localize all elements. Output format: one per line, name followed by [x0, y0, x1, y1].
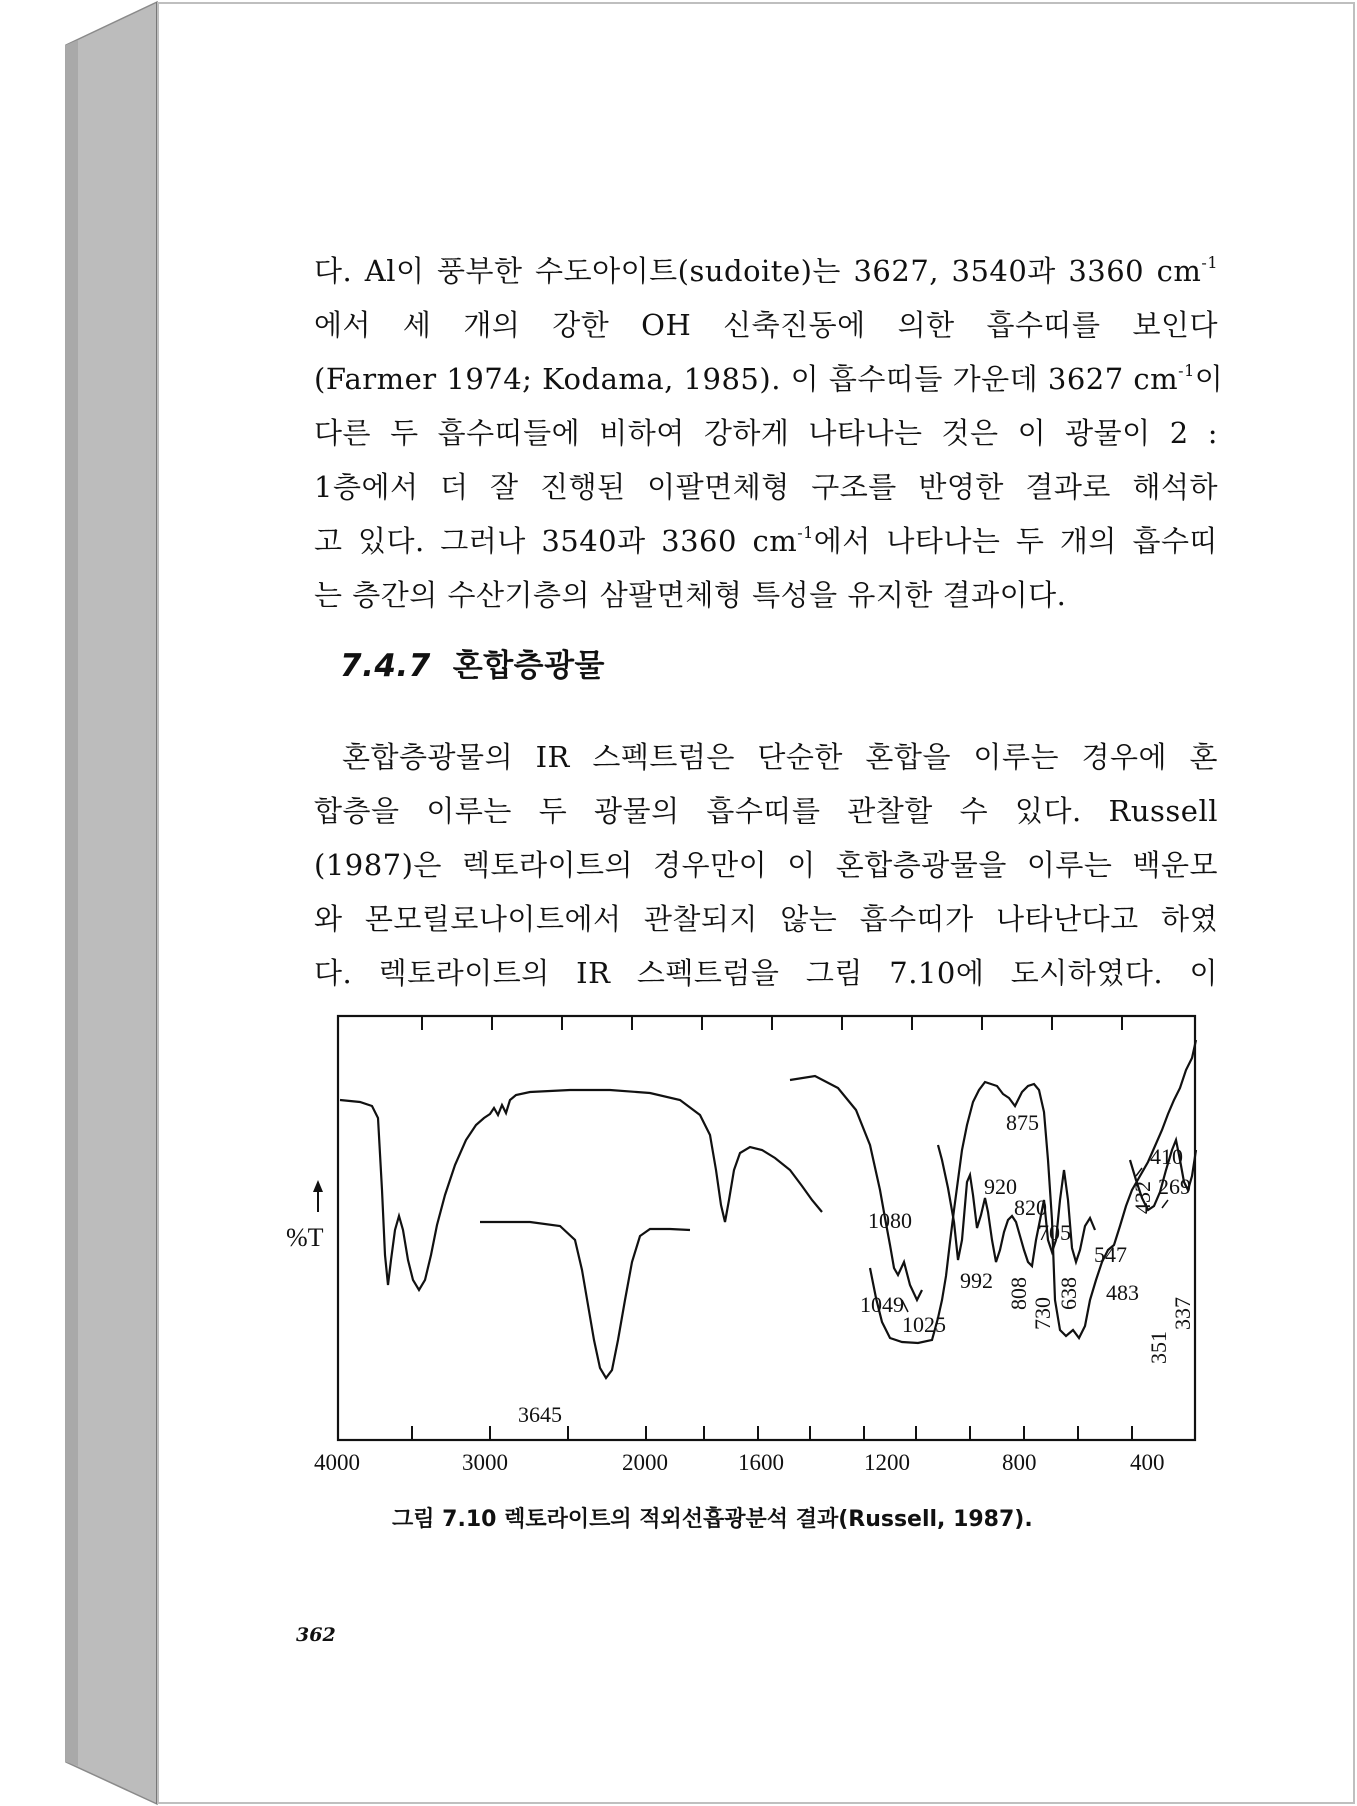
- text-line: 다른 두 흡수띠들에 비하여 강하게 나타나는 것은 이 광물이 2 :: [314, 416, 1218, 450]
- peak-label: 410: [1150, 1144, 1183, 1169]
- text-line: 1층에서 더 잘 진행된 이팔면체형 구조를 반영한 결과로 해석하: [314, 470, 1218, 504]
- peak-label: 808: [1006, 1277, 1031, 1310]
- x-tick-label: 800: [1002, 1450, 1037, 1475]
- peak-label: 820: [1014, 1195, 1047, 1220]
- peak-label: 920: [984, 1174, 1017, 1199]
- peak-label: 1049: [860, 1292, 904, 1317]
- section-heading: [340, 640, 605, 685]
- spectrum-series-high: [340, 1090, 822, 1290]
- x-tick-label: 400: [1130, 1450, 1165, 1475]
- peak-label: 730: [1030, 1297, 1055, 1330]
- x-tick-label: 4000: [314, 1450, 360, 1475]
- peak-label: 638: [1056, 1277, 1081, 1310]
- peak-label: 992: [960, 1268, 993, 1293]
- section-title: 혼합층광물: [452, 648, 605, 684]
- text-line: 는 층간의 수산기층의 삼팔면체형 특성을 유지한 결과이다.: [314, 578, 1067, 612]
- text-line: 다. 렉토라이트의 IR 스펙트럼을 그림 7.10에 도시하였다. 이: [314, 956, 1218, 990]
- text-line: 합층을 이루는 두 광물의 흡수띠를 관찰할 수 있다. Russell: [314, 794, 1218, 828]
- peak-label: 1080: [868, 1208, 912, 1233]
- peak-label: 432: [1130, 1181, 1155, 1214]
- x-tick-label: 1600: [738, 1450, 784, 1475]
- peak-label: 547: [1094, 1242, 1127, 1267]
- peak-label: 705: [1038, 1220, 1071, 1245]
- y-axis-label: %T: [286, 1223, 324, 1252]
- bottom-ticks: [412, 1426, 1132, 1440]
- section-number: 7.4.7: [340, 648, 431, 684]
- paragraph-1: [314, 244, 1224, 622]
- spectrum-series-high-b: [790, 1076, 922, 1300]
- text-line: 고 있다. 그러나 3540과 3360 $cm^{-1}$에서 나타나는 두 개의 흡수띠: [314, 523, 1218, 558]
- peak-label: 3645: [518, 1402, 562, 1427]
- x-tick-label: 1200: [864, 1450, 910, 1475]
- peak-label: 483: [1106, 1280, 1139, 1305]
- paragraph-2: [314, 730, 1218, 1000]
- ir-spectrum-figure: [270, 1000, 1210, 1500]
- text-line: (1987)은 렉토라이트의 경우만이 이 혼합층광물을 이루는 백운모: [314, 848, 1218, 882]
- spectrum-series-solution: [480, 1222, 690, 1378]
- peak-label: 337: [1170, 1297, 1195, 1330]
- text-line: 와 몬모릴로나이트에서 관찰되지 않는 흡수띠가 나타난다고 하였: [314, 902, 1218, 936]
- y-axis-arrow: [313, 1180, 323, 1212]
- ir-spectrum-chart: [270, 1000, 1210, 1500]
- top-ticks: [422, 1016, 1122, 1030]
- x-tick-label: 2000: [622, 1450, 668, 1475]
- x-tick-label: 3000: [462, 1450, 508, 1475]
- peak-label: 875: [1006, 1110, 1039, 1135]
- text-line: (Farmer 1974; Kodama, 1985). 이 흡수띠들 가운데 3627 $cm^{-1}$이: [314, 361, 1224, 396]
- peak-label: 269: [1158, 1174, 1191, 1199]
- page-number: 362: [296, 1624, 336, 1646]
- figure-caption: 그림 7.10 렉토라이트의 적외선흡광분석 결과(Russell, 1987).: [392, 1507, 1033, 1532]
- peak-label: 351: [1146, 1331, 1171, 1364]
- peak-label: 1025: [902, 1312, 946, 1337]
- text-line: 다. Al이 풍부한 수도아이트(sudoite)는 3627, 3540과 3360 $cm^{-1}$: [314, 253, 1218, 288]
- text-line: 혼합층광물의 IR 스펙트럼은 단순한 혼합을 이루는 경우에 혼: [342, 740, 1218, 774]
- text-line: 에서 세 개의 강한 OH 신축진동에 의한 흡수띠를 보인다: [314, 308, 1218, 342]
